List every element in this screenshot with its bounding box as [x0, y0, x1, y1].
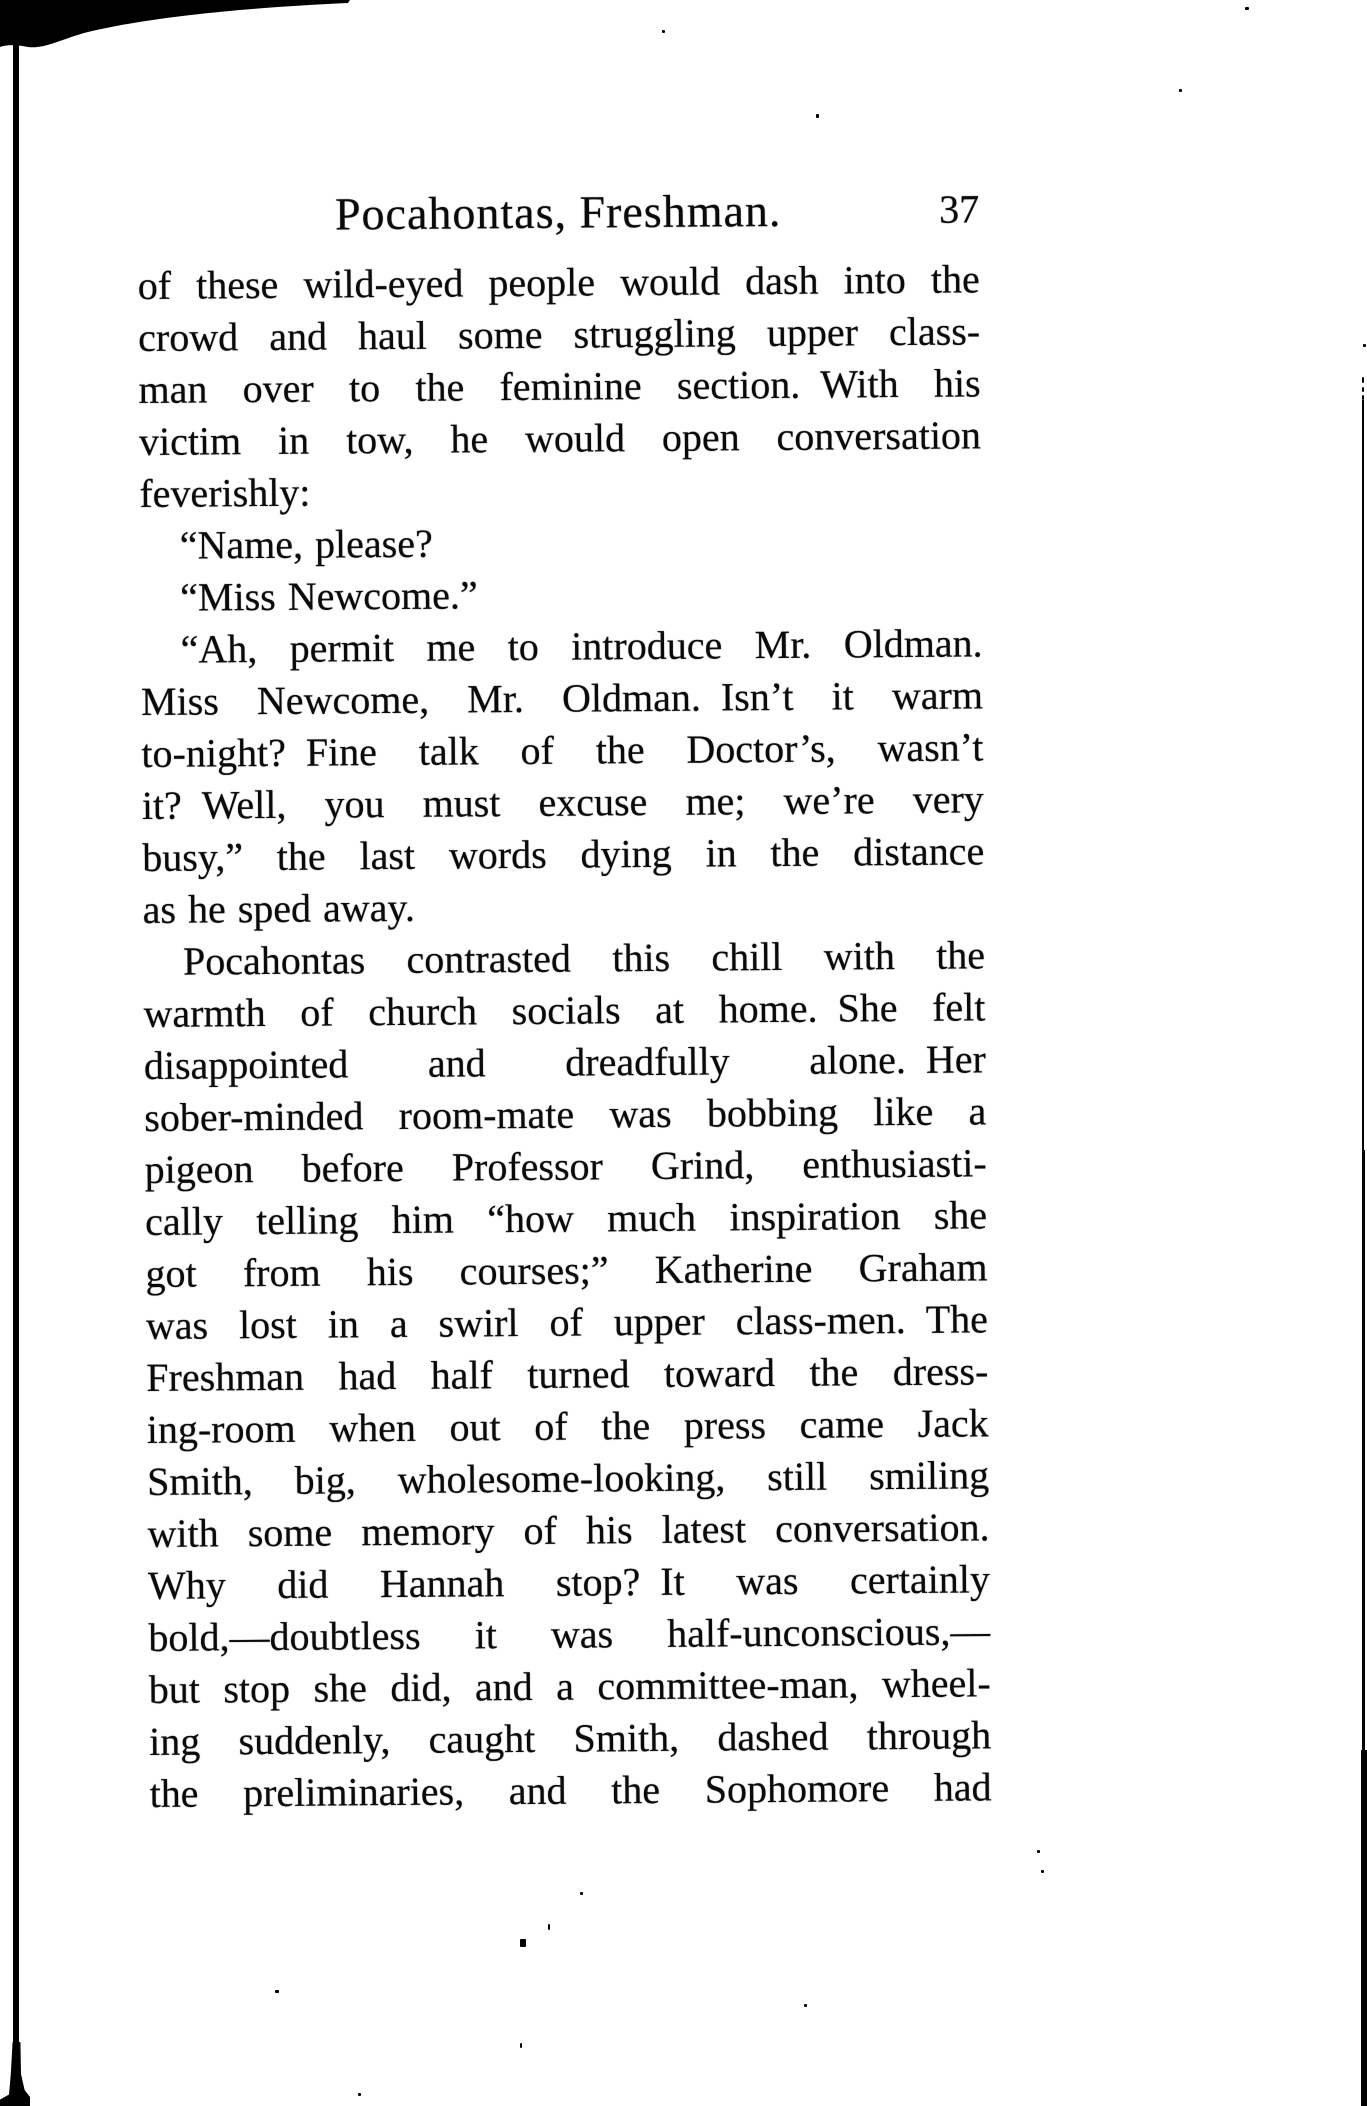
- text-line: victim in tow, he would open conversation: [138, 412, 982, 464]
- scan-speck: [1363, 344, 1366, 347]
- text-line: crowd and haul some struggling upper class-: [137, 308, 981, 360]
- text-line: Freshman had half turned toward the dress-: [146, 1348, 989, 1400]
- running-title: Pocahontas, Freshman.: [334, 184, 782, 240]
- text-line: man over to the feminine section. With his: [138, 360, 981, 412]
- body-text: [138, 253, 992, 1820]
- text-line: pigeon before Professor Grind, enthusiasti-: [144, 1140, 987, 1192]
- page-header: [137, 183, 979, 242]
- text-line: disappointed and dreadfully alone. Her: [143, 1036, 987, 1088]
- text-line: busy,” the last words dying in the distance: [142, 828, 985, 880]
- text-line: Why did Hannah stop? It was certainly: [147, 1556, 991, 1608]
- text-line: of these wild-eyed people would dash into the: [137, 256, 980, 308]
- scan-gutter-shadow: [0, 0, 350, 52]
- scan-speck: [1041, 1870, 1044, 1873]
- text-line: was lost in a swirl of upper class-men. The: [145, 1296, 989, 1348]
- scan-speck: [804, 2004, 807, 2007]
- scan-speck: [1362, 377, 1364, 383]
- scan-speck: [580, 1892, 583, 1895]
- scan-speck: [1245, 7, 1249, 10]
- scan-spine-line: [13, 28, 19, 2106]
- text-line: Smith, big, wholesome-looking, still smiling: [146, 1452, 990, 1504]
- text-line: “Name, please?: [179, 520, 433, 568]
- scan-speck: [520, 1939, 526, 1947]
- scan-speck: [1362, 395, 1364, 400]
- text-line: got from his courses;” Katherine Graham: [145, 1244, 988, 1296]
- text-line: ing-room when out of the press came Jack: [146, 1400, 989, 1452]
- page-content: [137, 183, 992, 1820]
- text-line: the preliminaries, and the Sophomore had: [149, 1764, 992, 1816]
- scan-speck: [1362, 387, 1364, 392]
- scan-speck: [1037, 1850, 1040, 1853]
- scan-speck: [1179, 89, 1182, 92]
- text-line: bold,—doubtless it was half-unconscious,—: [148, 1608, 991, 1660]
- scan-speck: [358, 2093, 361, 2096]
- text-line: Pocahontas contrasted this chill with the: [182, 932, 986, 984]
- scan-page-edge-line: [1361, 1750, 1367, 2106]
- text-line: but stop she did, and a committee-man, wheel-: [148, 1660, 991, 1712]
- text-line: sober-minded room-mate was bobbing like a: [144, 1088, 987, 1140]
- scan-speck: [548, 1924, 550, 1930]
- scan-speck: [520, 2043, 522, 2048]
- page-number: 37: [938, 186, 980, 232]
- text-line: “Ah, permit me to introduce Mr. Oldman.: [180, 620, 983, 672]
- text-line: “Miss Newcome.”: [180, 572, 478, 620]
- text-line: it? Well, you must excuse me; we’re very: [141, 776, 984, 828]
- text-line: as he sped away.: [142, 884, 416, 932]
- text-line: warmth of church socials at home. She felt: [143, 984, 986, 1036]
- text-line: feverishly:: [139, 469, 311, 516]
- scan-page-edge-line: [1362, 400, 1364, 1150]
- scan-page-edge-line: [1362, 1150, 1365, 1750]
- text-line: to-night? Fine talk of the Doctor’s, wasn’t: [141, 724, 984, 776]
- scan-speck: [662, 30, 665, 33]
- text-line: cally telling him “how much inspiration she: [144, 1192, 988, 1244]
- text-line: Miss Newcome, Mr. Oldman. Isn’t it warm: [140, 672, 984, 724]
- scan-speck: [816, 114, 819, 118]
- scan-speck: [275, 1990, 279, 1993]
- text-line: ing suddenly, caught Smith, dashed through: [149, 1712, 992, 1764]
- text-line: with some memory of his latest conversation.: [147, 1504, 990, 1556]
- scan-spine-foot: [0, 2042, 30, 2106]
